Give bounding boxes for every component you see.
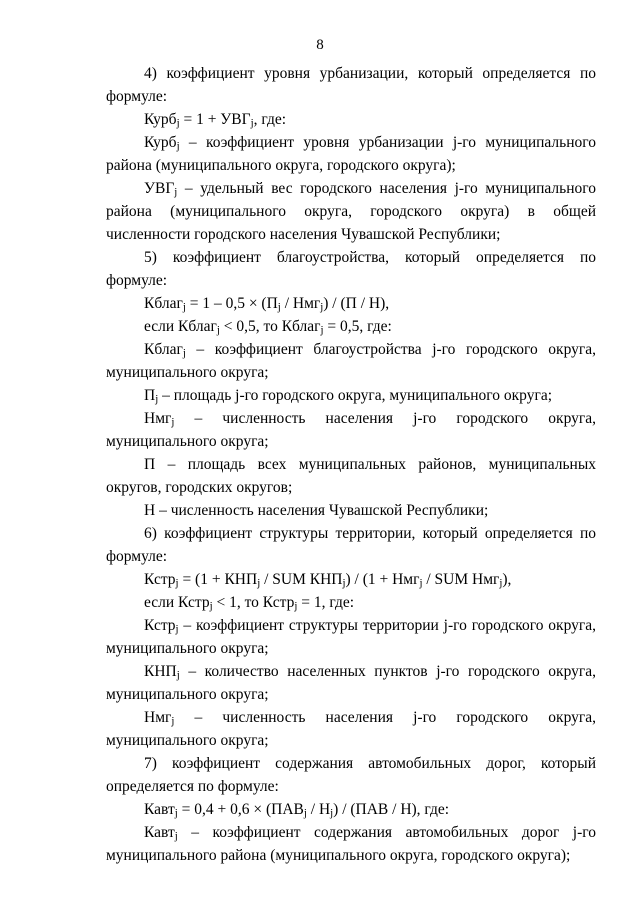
paragraph: Пj – площадь j-го городского округа, муниципального округа; <box>144 387 553 405</box>
paragraph: 5) коэффициент благоустройства, который определяется по формуле: <box>106 249 596 289</box>
formula: Курбj = 1 + УВГj, где: <box>144 111 287 129</box>
paragraph: Курбj – коэффициент уровня урбанизации j-го муниципального района (муниципального округа, городского округа); <box>106 134 596 174</box>
paragraph: Нмгj – численность населения j-го городского округа, муниципального округа; <box>106 709 596 749</box>
formula-condition: если Кблагj < 0,5, то Кблагj = 0,5, где: <box>144 318 392 336</box>
document-body <box>106 62 596 867</box>
page-number: 8 <box>316 37 324 53</box>
paragraph: КНПj – количество населенных пунктов j-го городского округа, муниципального округа; <box>106 663 596 703</box>
formula: Кавтj = 0,4 + 0,6 × (ПАВj / Нj) / (ПАВ / Н), где: <box>144 801 450 819</box>
formula-condition: если Кстрj < 1, то Кстрj = 1, где: <box>144 594 355 612</box>
paragraph: П – площадь всех муниципальных районов, муниципальных округов, городских округов; <box>106 456 596 496</box>
paragraph: 7) коэффициент содержания автомобильных дорог, который определяется по формуле: <box>106 755 596 795</box>
paragraph: Кблагj – коэффициент благоустройства j-го городского округа, муниципального округа; <box>106 341 596 381</box>
formula: Кблагj = 1 – 0,5 × (Пj / Нмгj) / (П / Н), <box>144 295 390 313</box>
paragraph: Нмгj – численность населения j-го городского округа, муниципального округа; <box>106 410 596 450</box>
paragraph: Кстрj – коэффициент структуры территории j-го городского округа, муниципального округа; <box>106 617 596 657</box>
formula: Кстрj = (1 + КНПj / SUM КНПj) / (1 + Нмгj / SUM Нмгj), <box>144 571 512 589</box>
paragraph: Кавтj – коэффициент содержания автомобильных дорог j-го муниципального района (муниципального округа, городского округа); <box>106 824 596 864</box>
paragraph: Н – численность населения Чувашской Республики; <box>144 502 489 519</box>
paragraph: 4) коэффициент уровня урбанизации, который определяется по формуле: <box>106 65 596 105</box>
paragraph: 6) коэффициент структуры территории, который определяется по формуле: <box>106 525 596 565</box>
paragraph: УВГj – удельный вес городского населения j-го муниципального района (муниципального округа, городского округа) в общей численности городского населения Чувашской Республики; <box>106 180 596 243</box>
